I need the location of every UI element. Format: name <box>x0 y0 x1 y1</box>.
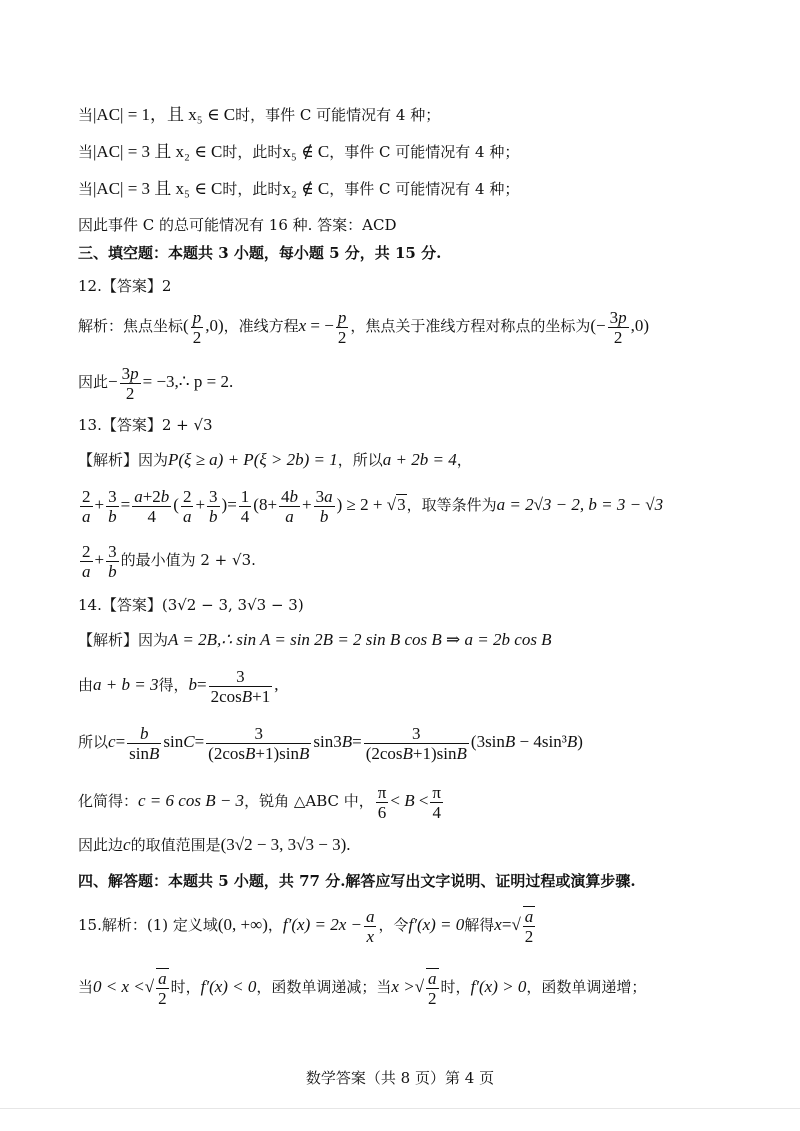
text-line: 因此边c的取值范围是(3√2 − 3, 3√3 − 3). <box>78 835 351 854</box>
text: ，令 <box>378 916 409 934</box>
text: 时， <box>170 978 201 996</box>
fraction: $\frac{1}{4}$ <box>240 486 250 526</box>
math: x > <box>391 977 415 996</box>
text: ，取等条件为 <box>406 496 497 514</box>
math: f′(x) < 0 <box>200 977 257 996</box>
text: 的最小值为 2 + √3. <box>120 551 256 569</box>
answer-heading: 14.【答案】(3√2 − 3, 3√3 − 3) <box>78 596 304 614</box>
fraction: $\frac{4b}{a}$ <box>281 486 299 526</box>
sqrt: √ $\frac{a}{2}$ <box>511 907 534 947</box>
math: |AC| = 1，且 x₅ ∈ C <box>93 105 236 124</box>
text: ，准线方程 <box>223 317 299 335</box>
fraction: $\frac{3}{(2\cos B+1)\sin B}$ <box>208 723 310 763</box>
text: 所以 <box>78 733 109 751</box>
math: 0 < x < <box>93 977 145 996</box>
divider <box>0 1108 800 1109</box>
text: 因此 <box>78 373 109 391</box>
text: 解得 <box>464 916 495 934</box>
math: x₅ ∉ C <box>282 142 330 161</box>
text: 的取值范围是 <box>130 836 221 854</box>
text: 时，事件 C 可能情况有 4 种； <box>235 106 441 124</box>
fraction: $\frac{3}{b}$ <box>209 486 218 526</box>
text-line <box>78 449 472 471</box>
fraction: $\frac{p}{2}$ <box>192 307 202 347</box>
fraction: $\frac{2}{a}$ <box>82 486 91 526</box>
text-line: 由a + b = 3得，b= $\frac{3}{2\cos B+1}$ , <box>78 666 279 706</box>
math: = − <box>306 316 334 335</box>
math: (3√2 − 3, 3√3 − 3). <box>220 835 351 854</box>
text: 解析：焦点坐标 <box>78 317 184 335</box>
text-line <box>78 362 233 403</box>
text: 时， <box>440 978 471 996</box>
math: f′(x) > 0 <box>470 977 527 996</box>
math: P(ξ ≥ a) + P(ξ > 2b) = 1 <box>168 450 338 469</box>
text: ，函数单调递增； <box>526 978 647 996</box>
text: 得， <box>158 676 189 694</box>
text: 当 <box>78 180 94 198</box>
math: a + 2b = 4 <box>382 450 457 469</box>
fraction: $\frac{2}{a}$ <box>82 541 91 581</box>
sqrt: √ $\frac{a}{2}$ <box>144 969 167 1009</box>
fraction: $\frac{3p}{2}$ <box>609 307 627 347</box>
fraction: $\frac{p}{2}$ <box>337 307 347 347</box>
answer-heading: 12.【答案】2 <box>78 277 172 295</box>
fraction: $\frac{3a}{b}$ <box>315 486 333 526</box>
text: ，事件 C 可能情况有 4 种； <box>329 180 520 198</box>
text: 15.解析：(1) 定义域 <box>78 916 218 934</box>
text-line: $\frac{2}{a}$ + $\frac{3}{b}$ 的最小值为 2 + √3. <box>82 541 256 581</box>
text: ，函数单调递减；当 <box>256 978 392 996</box>
fraction: $\frac{3}{(2\cos B+1)\sin B}$ <box>365 723 467 763</box>
sqrt: √ $\frac{a}{2}$ <box>414 969 437 1009</box>
fraction: $\frac{a}{x}$ <box>365 906 375 946</box>
fraction: $\frac{a+2b}{4}$ <box>134 486 170 526</box>
text: 时，此时 <box>222 180 283 198</box>
fraction: $\frac{b}{\sin B}$ <box>129 723 160 763</box>
math: A = 2B,∴ sin A = sin 2B = 2 sin B cos B ⇒ a = 2b cos B <box>168 630 552 649</box>
text-line: 15.解析：(1) 定义域(0, +∞)，f′(x) = 2x − $\frac{a}{x}$ ，令f′(x) = 0解得x=√ $\frac{a}{2}$ <box>78 905 537 946</box>
fraction: $\frac{3}{b}$ <box>108 486 117 526</box>
text-line <box>78 629 552 651</box>
math: ( <box>183 316 189 335</box>
text: 因此边 <box>78 836 124 854</box>
fraction: $\frac{\pi}{4}$ <box>432 782 442 822</box>
fraction: $\frac{3}{b}$ <box>108 541 117 581</box>
text: ，事件 C 可能情况有 4 种； <box>329 143 520 161</box>
math: (− <box>590 316 606 335</box>
math: a + b = 3 <box>93 675 159 694</box>
math: a = 2√3 − 2, b = 3 − √3 <box>496 495 664 514</box>
section-heading: 四、解答题：本题共 5 小题，共 77 分.解答应写出文字说明、证明过程或演算步骤. <box>78 872 636 890</box>
text: 当 <box>78 106 94 124</box>
text: 化简得： <box>78 792 139 810</box>
fraction: $\frac{3}{2\cos B+1}$ <box>210 666 271 706</box>
fraction: $\frac{\pi}{6}$ <box>377 782 387 822</box>
math: c = 6 cos B − 3 <box>138 791 245 810</box>
math: (0, +∞) <box>217 915 268 934</box>
text-line <box>78 141 519 163</box>
text: ，锐角 △ABC 中， <box>244 792 374 810</box>
math: |AC| = 3 且 x₅ ∈ C <box>93 179 223 198</box>
text: ， <box>267 916 283 934</box>
text: ，所以 <box>337 451 383 469</box>
math: |AC| = 3 且 x₂ ∈ C <box>93 142 223 161</box>
text-line: 所以c= $\frac{b}{\sin B}$ sinC= $\frac{3}{(2\cos B+1)\sin B}$ sin3B= $\frac{3}{(2\cos B+1)\sin B}$ (3sinB − 4sin³B) <box>78 723 583 763</box>
section-heading: 三、填空题：本题共 3 小题，每小题 5 分，共 15 分. <box>78 244 442 262</box>
text: 【解析】因为 <box>78 631 169 649</box>
text-line: $\frac{2}{a}$ + $\frac{3}{b}$ = $\frac{a+2b}{4}$ ( $\frac{2}{a}$ + $\frac{3}{b}$ )= $\frac{1}{4}$ (8+ $\frac{4b}{a}$ + $\frac{3a}{b}$ ) ≥ 2 + √3，取等条件为a = 2√3 − 2, b = 3 − √3 <box>82 486 664 526</box>
text-line: 因此事件 C 的总可能情况有 16 种. 答案：ACD <box>78 216 397 234</box>
math: ,0) <box>630 316 650 335</box>
text: 当 <box>78 978 94 996</box>
text: 【解析】因为 <box>78 451 169 469</box>
math: x₂ ∉ C <box>282 179 330 198</box>
math: = −3,∴ p = 2. <box>142 372 234 391</box>
text: 由 <box>78 676 94 694</box>
text-line <box>78 178 519 200</box>
text: 时，此时 <box>222 143 283 161</box>
answer-heading: 13.【答案】2 + √3 <box>78 416 213 434</box>
page-footer: 数学答案（共 8 页）第 4 页 <box>305 1069 495 1087</box>
math: f′(x) = 0 <box>408 915 465 934</box>
text-line: 化简得：c = 6 cos B − 3，锐角 △ABC 中， $\frac{\pi}{6}$ < B < $\frac{\pi}{4}$ <box>78 782 442 822</box>
fraction: $\frac{2}{a}$ <box>182 486 192 526</box>
fraction: $\frac{3p}{2}$ <box>121 363 139 403</box>
text: ，焦点关于准线方程对称点的坐标为 <box>350 317 591 335</box>
text: 当 <box>78 143 94 161</box>
text-line <box>78 306 649 347</box>
math: − <box>108 372 118 391</box>
math: x <box>298 316 307 335</box>
math: ,0) <box>205 316 224 335</box>
text-line <box>78 967 646 1008</box>
text-line <box>78 104 440 126</box>
text: ， <box>456 451 472 469</box>
math: f′(x) = 2x − <box>282 915 362 934</box>
